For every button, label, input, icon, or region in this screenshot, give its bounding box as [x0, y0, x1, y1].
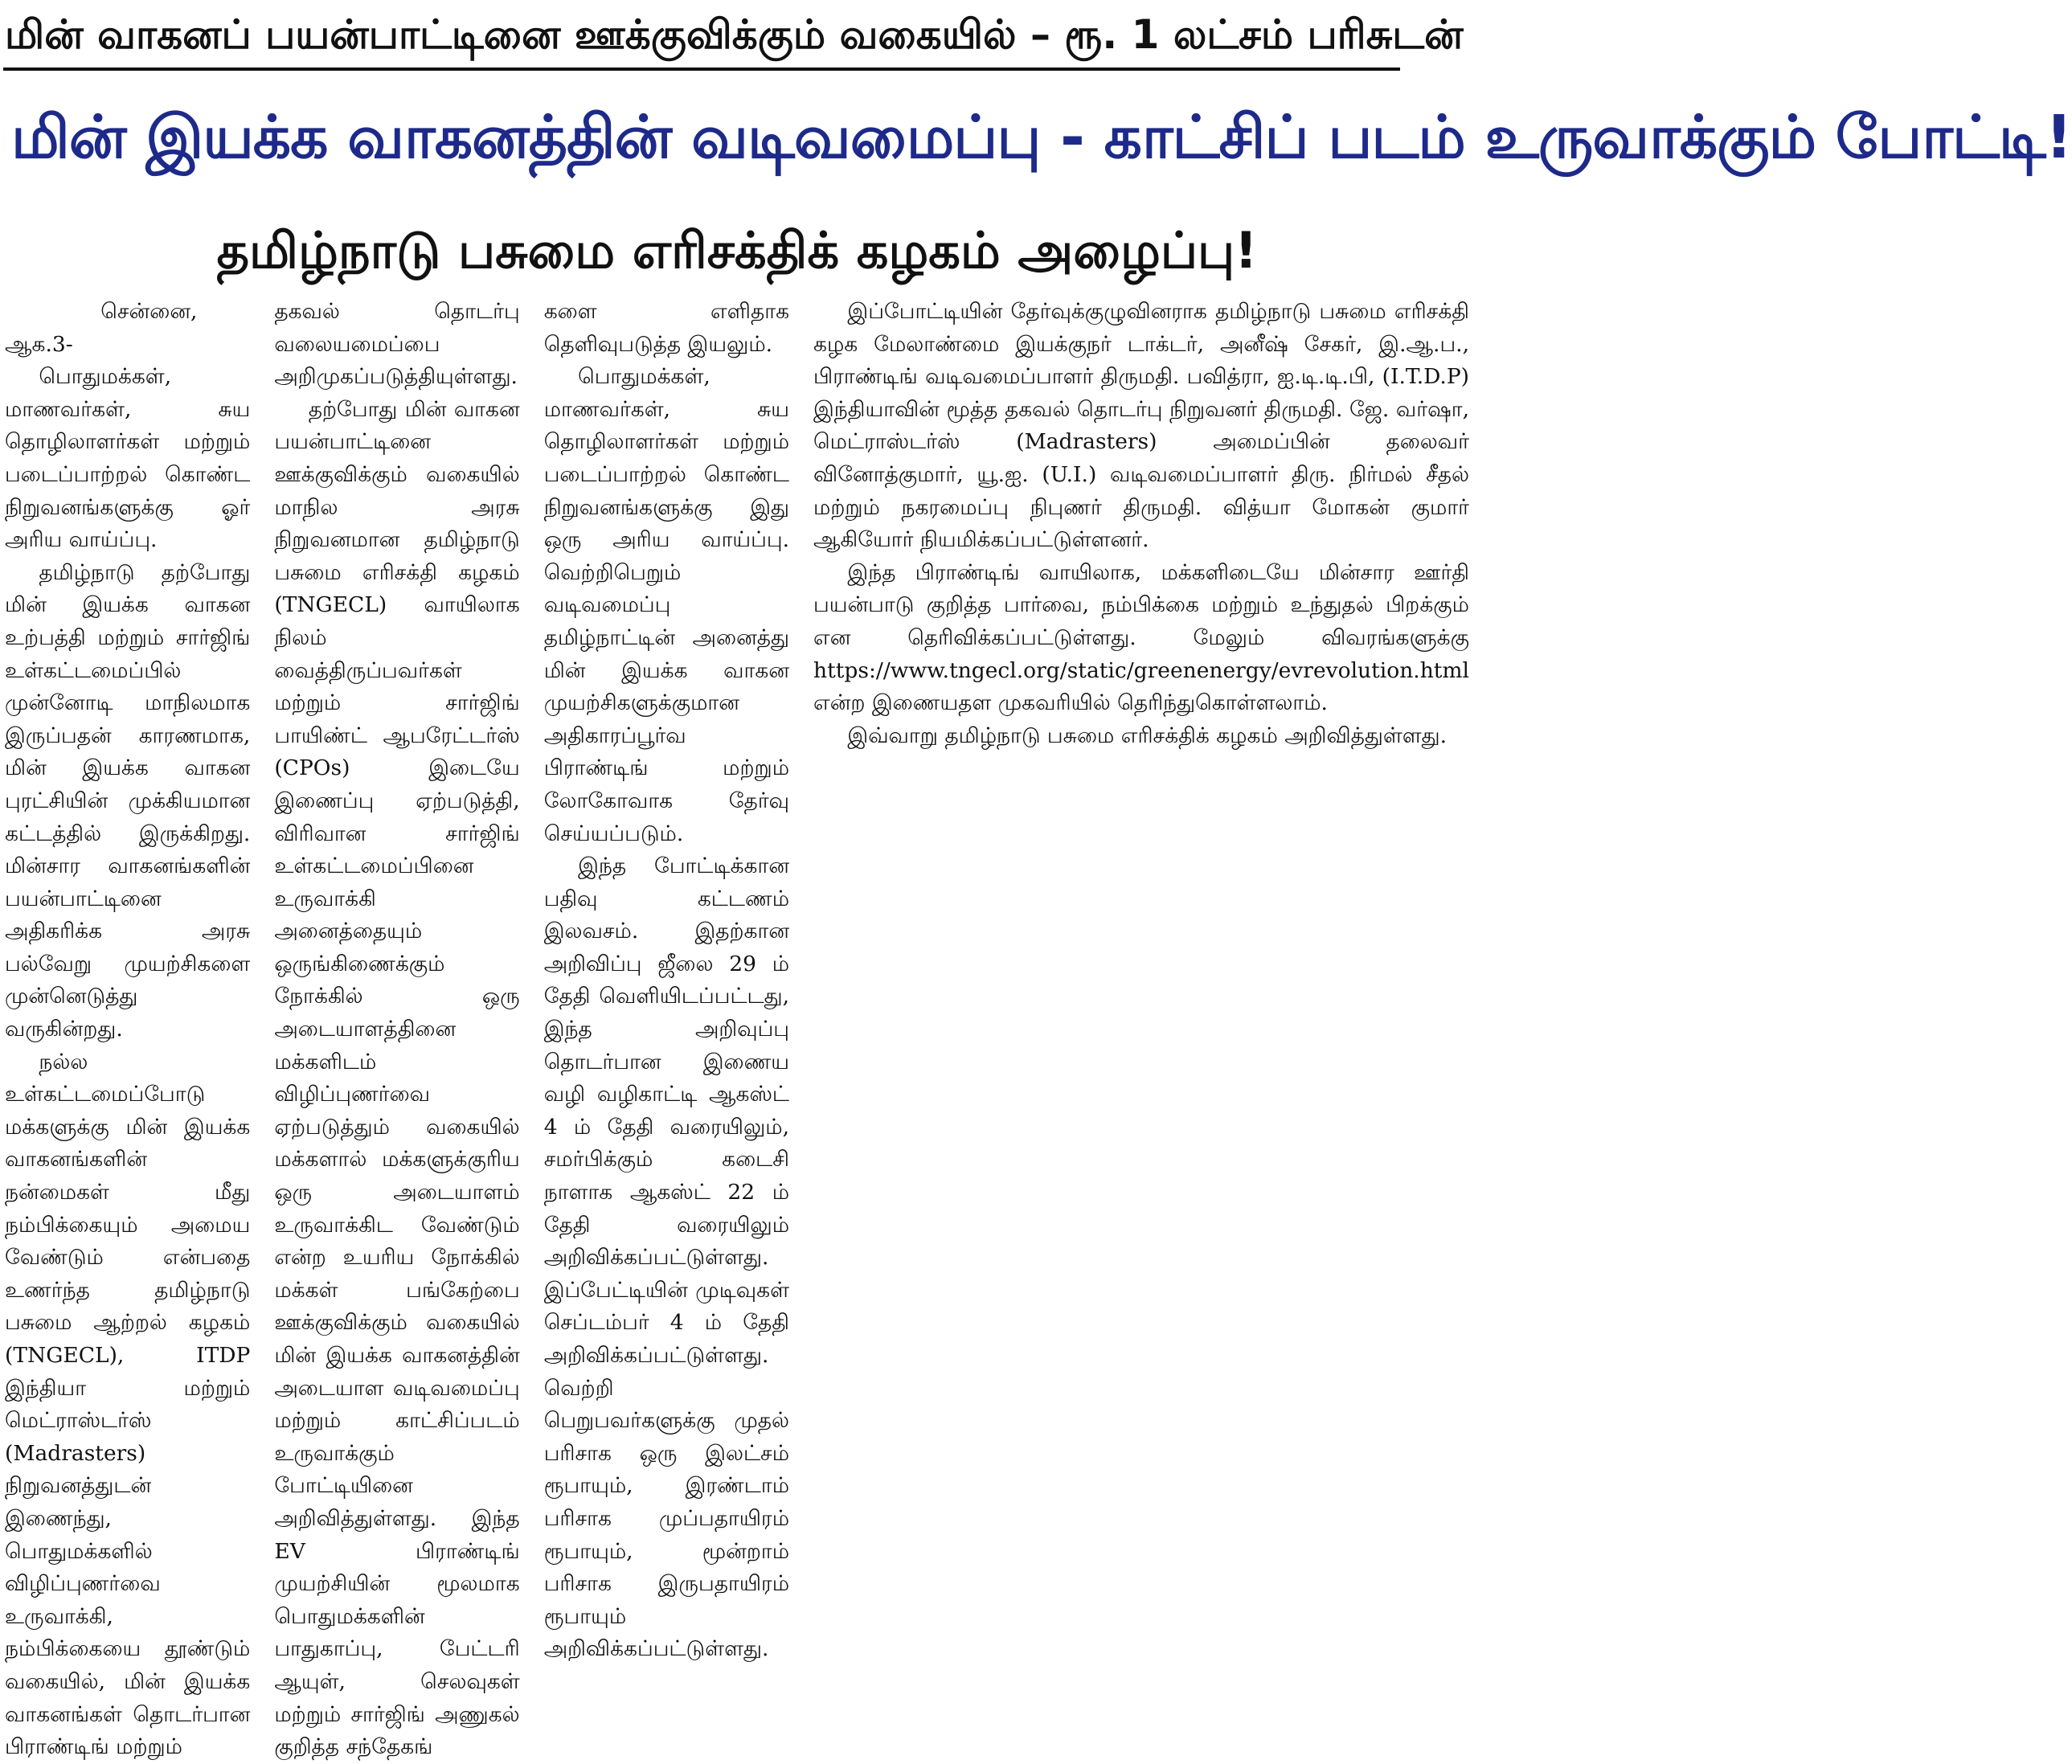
article-columns: [5, 296, 1470, 1760]
sub-headline: தமிழ்நாடு பசுமை எரிசக்திக் கழகம் அழைப்பு!: [216, 221, 1258, 280]
article-column-4: [813, 296, 1469, 1453]
article-paragraph: களை எளிதாக தெளிவுபடுத்த இயலும்.: [543, 299, 790, 357]
article-paragraph: தற்போது மின் வாகன பயன்பாட்டினை ஊக்குவிக்கும் வகையில் மாநில அரசு நிறுவனமான தமிழ்நாடு பசுமை எரிசக்தி கழகம் (TNGECL) வாயிலாக நிலம் வைத்திருப்பவர்கள் மற்றும் சார்ஜிங் பாயிண்ட் ஆபரேட்டர்ஸ் (CPOs) இடையே இணைப்பு ஏற்படுத்தி, விரிவான சார்ஜிங் உள்கட்டமைப்பினை உருவாக்கி அனைத்தையும் ஒருங்கிணைக்கும் நோக்கில் ஒரு அடையாளத்தினை மக்களிடம் விழிப்புணர்வை ஏற்படுத்தும் வகையில் மக்களால் மக்களுக்குரிய ஒரு அடையாளம் உருவாக்கிட வேண்டும் என்ற உயரிய நோக்கில் மக்கள் பங்கேற்பை ஊக்குவிக்கும் வகையில் மின் இயக்க வாகனத்தின் அடையாள வடிவமைப்பு மற்றும் காட்சிப்படம் உருவாக்கும் போட்டியினை அறிவித்துள்ளது. இந்த EV பிராண்டிங் முயற்சியின் மூலமாக பொதுமக்களின் பாதுகாப்பு, பேட்டரி ஆயுள், செலவுகள் மற்றும் சார்ஜிங் அணுகல் குறித்த சந்தேகங்: [274, 396, 520, 1760]
kicker-underline: [3, 68, 1400, 71]
article-paragraph: இந்த போட்டிக்கான பதிவு கட்டணம் இலவசம். இதற்கான அறிவிப்பு ஜீலை 29 ம் தேதி வெளியிடப்பட்டது, இந்த அறிவுப்பு தொடர்பான இணைய வழி வழிகாட்டி ஆகஸ்ட் 4 ம் தேதி வரையிலும், சமர்பிக்கும் கடைசி நாளாக ஆகஸ்ட் 22 ம் தேதி வரையிலும் அறிவிக்கப்பட்டுள்ளது. இப்பேட்டியின் முடிவுகள் செப்டம்பர் 4 ம் தேதி அறிவிக்கப்பட்டுள்ளது. வெற்றி பெறுபவர்களுக்கு முதல் பரிசாக ஒரு இலட்சம் ரூபாயும், இரண்டாம் பரிசாக முப்பதாயிரம் ரூபாயும், மூன்றாம் பரிசாக இருபதாயிரம் ரூபாயும் அறிவிக்கப்பட்டுள்ளது.: [543, 853, 790, 1662]
dateline: சென்னை, ஆக.3-: [5, 299, 198, 357]
article-paragraph: இவ்வாறு தமிழ்நாடு பசுமை எரிசக்திக் கழகம் அறிவித்துள்ளது.: [847, 722, 1448, 748]
article-column-1: [5, 296, 251, 1760]
article-paragraph: தமிழ்நாடு தற்போது மின் இயக்க வாகன உற்பத்தி மற்றும் சார்ஜிங் உள்கட்டமைப்பில் முன்னோடி மாநிலமாக இருப்பதன் காரணமாக, மின் இயக்க வாகன புரட்சியின் முக்கியமான கட்டத்தில் இருக்கிறது. மின்சார வாகனங்களின் பயன்பாட்டினை அதிகரிக்க அரசு பல்வேறு முயற்சிகளை முன்னெடுத்து வருகின்றது.: [5, 559, 251, 1042]
article-paragraph: இப்போட்டியின் தேர்வுக்குழுவினராக தமிழ்நாடு பசுமை எரிசக்தி கழக மேலாண்மை இயக்குநர் டாக்டர், அனீஷ் சேகர், இ.ஆ.ப., பிராண்டிங் வடிவமைப்பாளர் திருமதி. பவித்ரா, ஐ.டி.டி.பி, (I.T.D.P) இந்தியாவின் மூத்த தகவல் தொடர்பு நிறுவனர் திருமதி. ஜே. வர்ஷா, மெட்ராஸ்டர்ஸ் (Madrasters) அமைப்பின் தலைவர் வினோத்குமார், யூ.ஐ. (U.I.) வடிவமைப்பாளர் திரு. நிர்மல் சீதல் மற்றும் நகரமைப்பு நிபுணர் திருமதி. வித்யா மோகன் குமார் ஆகியோர் நியமிக்கப்பட்டுள்ளனர்.: [813, 299, 1470, 553]
article-paragraph: தகவல் தொடர்பு வலையமைப்பை அறிமுகப்படுத்தியுள்ளது.: [274, 299, 520, 390]
article-paragraph: பொதுமக்கள், மாணவர்கள், சுய தொழிலாளர்கள் மற்றும் படைப்பாற்றல் கொண்ட நிறுவனங்களுக்கு இது ஒரு அரிய வாய்ப்பு. வெற்றிபெறும் வடிவமைப்பு தமிழ்நாட்டின் அனைத்து மின் இயக்க வாகன முயற்சிகளுக்குமான அதிகாரப்பூர்வ பிராண்டிங் மற்றும் லோகோவாக தேர்வு செய்யப்படும்.: [543, 364, 790, 846]
article-paragraph: இந்த பிராண்டிங் வாயிலாக, மக்களிடையே மின்சார ஊர்தி பயன்பாடு குறித்த பார்வை, நம்பிக்கை மற்றும் உந்துதல் பிறக்கும் என தெரிவிக்கப்பட்டுள்ளது. மேலும் விவரங்களுக்கு https://www.tngecl.org/static/greenenergy/evrevolution.html என்ற இணையதள முகவரியில் தெரிந்துகொள்ளலாம்.: [813, 559, 1470, 716]
kicker-headline: மின் வாகனப் பயன்பாட்டினை ஊக்குவிக்கும் வகையில் – ரூ. 1 லட்சம் பரிசுடன்: [5, 11, 1464, 58]
main-headline: மின் இயக்க வாகனத்தின் வடிவமைப்பு - காட்சிப் படம் உருவாக்கும் போட்டி!: [11, 103, 2072, 172]
article-paragraph: பொதுமக்கள், மாணவர்கள், சுய தொழிலாளர்கள் மற்றும் படைப்பாற்றல் கொண்ட நிறுவனங்களுக்கு ஓர் அரிய வாய்ப்பு.: [5, 364, 251, 553]
article-column-3: [543, 296, 790, 1662]
article-paragraph: நல்ல உள்கட்டமைப்போடு மக்களுக்கு மின் இயக்க வாகனங்களின் நன்மைகள் மீது நம்பிக்கையும் அமைய வேண்டும் என்பதை உணர்ந்த தமிழ்நாடு பசுமை ஆற்றல் கழகம் (TNGECL), ITDP இந்தியா மற்றும் மெட்ராஸ்டர்ஸ் (Madrasters) நிறுவனத்துடன் இணைந்து, பொதுமக்களில் விழிப்புணர்வை உருவாக்கி, நம்பிக்கையை தூண்டும் வகையில், மின் இயக்க வாகனங்கள் தொடர்பான பிராண்டிங் மற்றும்: [5, 1049, 251, 1760]
article-column-2: [274, 296, 520, 1760]
